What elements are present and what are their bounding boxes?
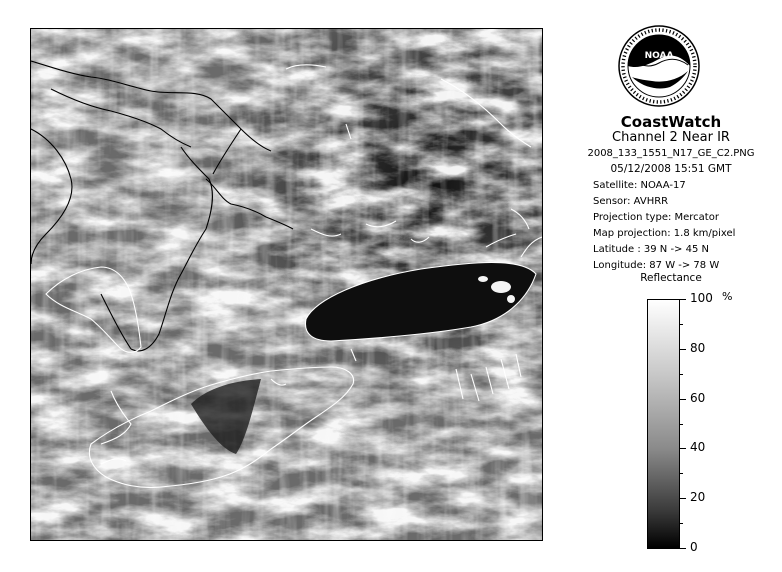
satellite-imagery-svg [31, 29, 542, 540]
longitude-label: Longitude: 87 W -> 78 W [593, 260, 720, 271]
sensor-label: Sensor: AVHRR [593, 196, 669, 207]
colorbar-tick-label: 80 [690, 341, 706, 355]
logo-center-text: NOAA [644, 51, 674, 61]
colorbar-tick-label: 0 [690, 540, 698, 554]
colorbar-minor-tick [680, 424, 683, 425]
colorbar-major-tick [680, 349, 686, 350]
colorbar-minor-tick [680, 324, 683, 325]
map-projection-label: Map projection: 1.8 km/pixel [593, 228, 736, 239]
latitude-label: Latitude : 39 N -> 45 N [593, 244, 709, 255]
colorbar-major-tick [680, 448, 686, 449]
colorbar-minor-tick [680, 473, 683, 474]
reflectance-colorbar [647, 299, 680, 549]
satellite-label: Satellite: NOAA-17 [593, 180, 686, 191]
projection-type-label: Projection type: Mercator [593, 212, 719, 223]
colorbar-minor-tick [680, 523, 683, 524]
image-datetime: 05/12/2008 15:51 GMT [610, 163, 732, 175]
colorbar-major-tick [680, 399, 686, 400]
colorbar-tick-label: 60 [690, 391, 706, 405]
colorbar-major-tick [680, 548, 686, 549]
noaa-logo-icon [618, 25, 700, 107]
image-filename: 2008_133_1551_N17_GE_C2.PNG [587, 148, 755, 159]
satellite-image-map [30, 28, 543, 541]
colorbar-major-tick [680, 498, 686, 499]
colorbar-major-tick [680, 299, 686, 300]
colorbar-title: Reflectance [640, 272, 702, 284]
channel-subtitle: Channel 2 Near IR [612, 130, 730, 145]
colorbar-tick-label: 40 [690, 440, 706, 454]
colorbar-minor-tick [680, 374, 683, 375]
product-title: CoastWatch [620, 113, 722, 131]
colorbar-unit: % [722, 290, 733, 303]
colorbar-tick-label: 20 [690, 490, 706, 504]
colorbar-tick-label: 100 [690, 291, 713, 305]
